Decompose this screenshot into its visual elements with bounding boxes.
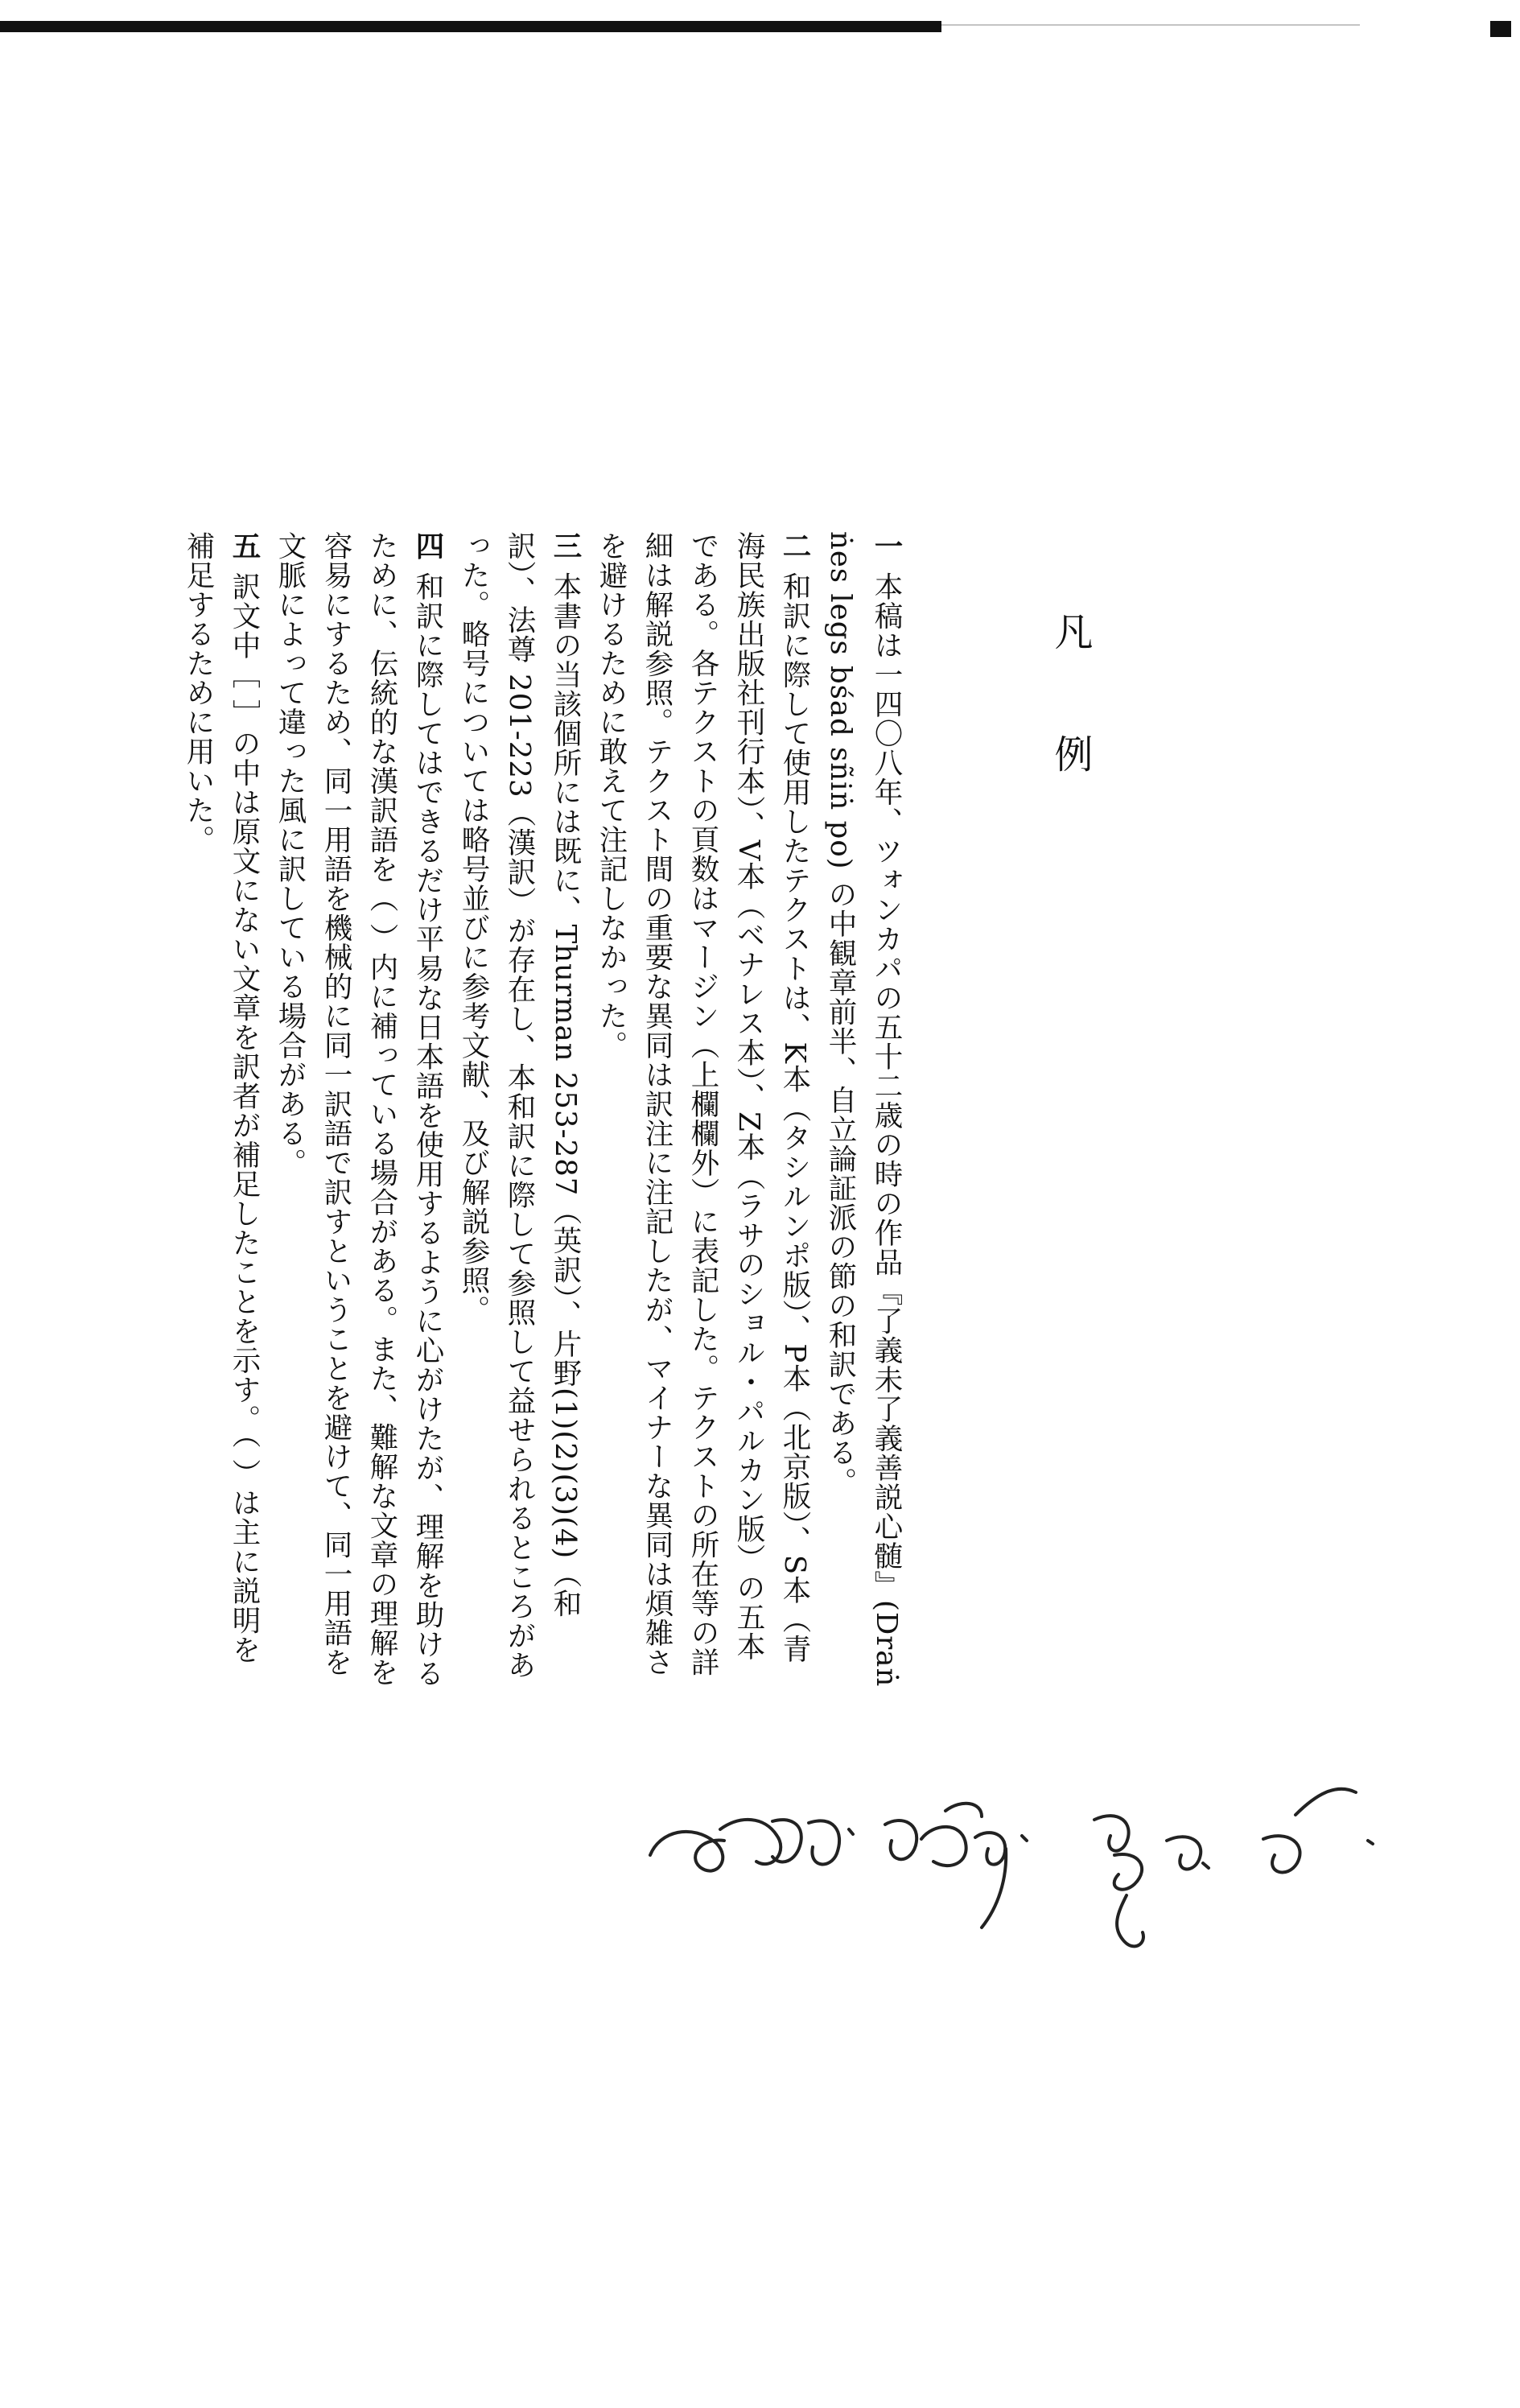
note-number: 三	[549, 531, 582, 561]
scan-edge-line	[941, 24, 1360, 26]
page-title: 凡 例	[1048, 612, 1093, 795]
notes-list	[161, 531, 909, 1690]
note-text: 和訳に際してはできるだけ平易な日本語を使用するように心がけたが、理解を助けるために、伝統的な漢訳語を（ ）内に補っている場合がある。また、難解な文章の理解を容易にするため、同一用語を機械的に同一訳語で訳すということを避けて、同一用語を文脈によって違った風に訳している場合がある。	[274, 531, 444, 1688]
note-text: 本書の当該個所には既に、Thurman 253-287（英訳）、片野(1)(2)(3)(4)（和訳）、法尊 201-223（漢訳）が存在し、本和訳に際して参照して益せられるところがあった。略号については略号並びに参考文献、及び解説参照。	[457, 531, 582, 1680]
note-number: 五	[228, 531, 261, 561]
note-item-2	[588, 531, 818, 1690]
note-item-5	[175, 531, 267, 1690]
note-text: 本稿は一四〇八年、ツォンカパの五十二歳の時の作品『了義未了義善説心髄』(Draṅ ṅes legs bśad sñiṅ po) の中観章前半、自立論証派の節の和訳である。	[824, 531, 903, 1688]
note-number: 二	[778, 531, 811, 561]
note-item-1	[818, 531, 909, 1690]
note-item-3	[451, 531, 588, 1690]
note-text: 訳文中［ ］の中は原文にない文章を訳者が補足したことを示す。（ ）は主に説明を補足するために用いた。	[182, 531, 261, 1664]
note-number: 四	[411, 531, 444, 561]
handwritten-tibetan-title	[644, 1767, 1400, 1976]
note-text: 和訳に際して使用したテクストは、K本（タシルンポ版）、P本（北京版）、S本（青海民族出版社刊行本）、V本（ベナレス本）、Z本（ラサのショル・パルカン版）の五本である。各テクストの頁数はマージン（上欄欄外）に表記した。テクストの所在等の詳細は解説参照。テクスト間の重要な異同は訳注に注記したが、マイナーな異同は煩雑さを避けるために敢えて注記しなかった。	[595, 531, 811, 1677]
note-item-4	[267, 531, 451, 1690]
scan-edge-bar	[0, 21, 941, 32]
note-number: 一	[870, 531, 903, 561]
scan-corner-mark	[1490, 21, 1511, 37]
